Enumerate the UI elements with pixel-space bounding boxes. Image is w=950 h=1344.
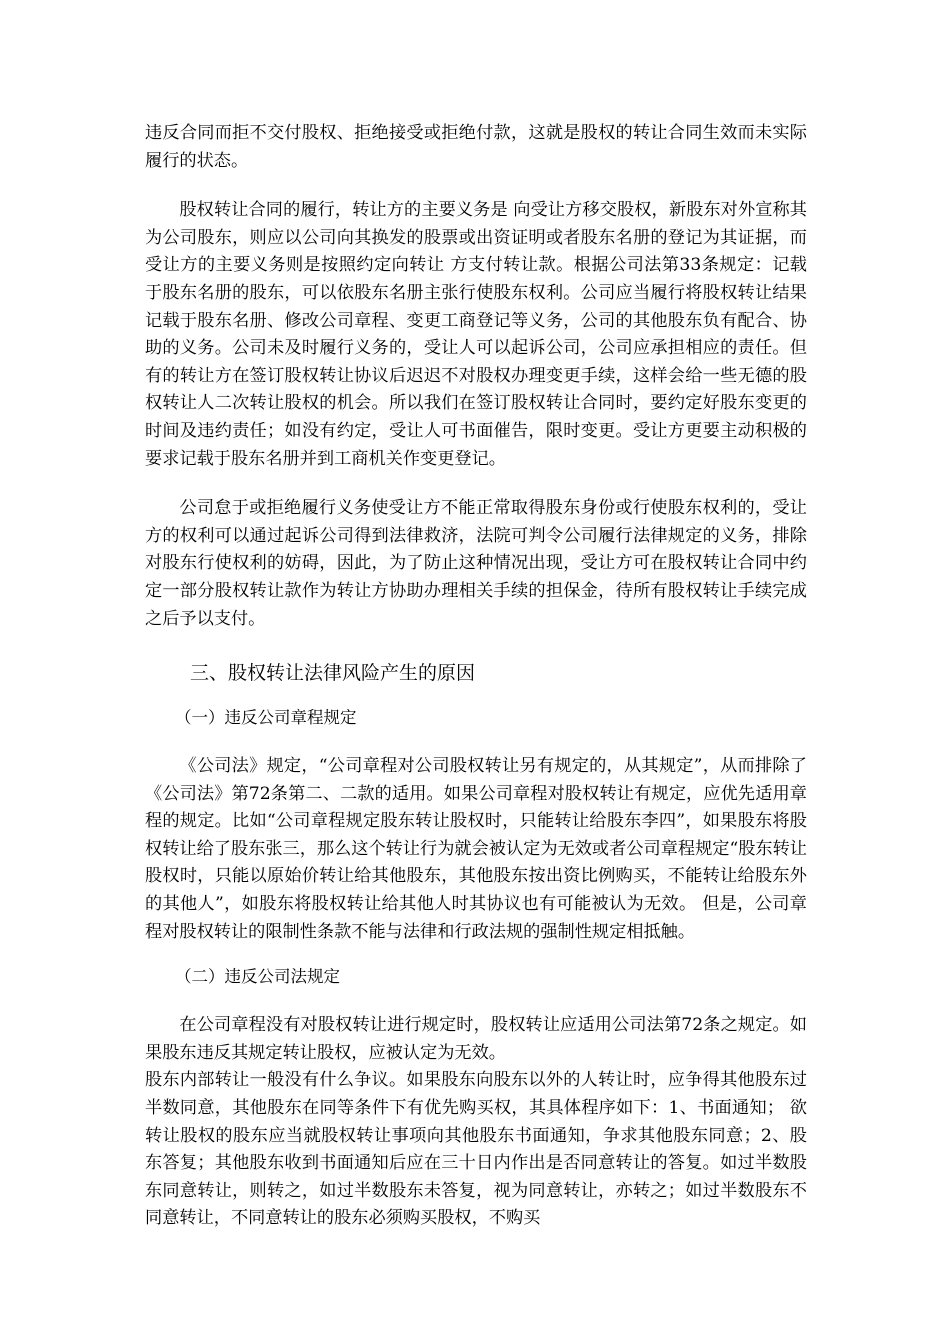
subheading-company-law-violation: （二）违反公司法规定	[175, 967, 340, 987]
section-heading-risk-causes: 三、股权转让法律风险产生的原因	[190, 662, 476, 685]
subheading-articles-violation: （一）违反公司章程规定	[175, 708, 357, 728]
paragraph-contract-breach: 违反合同而拒不交付股权、拒绝接受或拒绝付款，这就是股权的转让合同生效而未实际履行的状态。	[145, 123, 807, 171]
paragraph-company-obligation: 公司怠于或拒绝履行义务使受让方不能正常取得股东身份或行使股东权利的，受让方的权利可以通过起诉公司得到法律救济，法院可判令公司履行法律规定的义务，排除对股东行使权利的妨碍，因此，为了防止这种情况出现，受让方可在股权转让合同中约定一部分股权转让款作为转让方协助办理相关手续的担保金，待所有股权转让手续完成之后予以支付。	[145, 498, 807, 629]
paragraph-contract-performance: 股权转让合同的履行，转让方的主要义务是 向受让方移交股权，新股东对外宣称其为公司股东，则应以公司向其换发的股票或出资证明或者股东名册的登记为其证据，而受让方的主要义务则是按照约定向转让 方支付转让款。根据公司法第33条规定：记载于股东名册的股东，可以依股东名册主张行使股东权利。公司应当履行将股权转让结果记载于股东名册、修改公司章程、变更工商登记等义务，公司的其他股东负有配合、协助的义务。公司未及时履行义务的，受让人可以起诉公司，公司应承担相应的责任。但有的转让方在签订股权转让协议后迟迟不对股权办理变更手续，这样会给一些无德的股权转让人二次转让股权的机会。所以我们在签订股权转让合同时，要约定好股东变更的时间及违约责任；如没有约定，受让人可书面催告，限时变更。受让方更要主动积极的要求记载于股东名册并到工商机关作变更登记。	[145, 200, 807, 469]
paragraph-transfer-procedure: 股东内部转让一般没有什么争议。如果股东向股东以外的人转让时，应争得其他股东过半数同意，其他股东在同等条件下有优先购买权，其具体程序如下：1、书面通知； 欲转让股权的股东应当就股权转让事项向其他股东书面通知，争求其他股东同意；2、股东答复；其他股东收到书面通知后应在三十日内作出是否同意转让的答复。如过半数股东同意转让，则转之，如过半数股东未答复，视为同意转让，亦转之；如过半数股东不同意转让，不同意转让的股东必须购买股权，不购买	[145, 1070, 807, 1229]
document-page	[145, 120, 807, 1233]
paragraph-articles-rules: 《公司法》规定，“公司章程对公司股权转让另有规定的，从其规定”，从而排除了《公司法》第72条第二、二款的适用。如果公司章程对股权转让有规定，应优先适用章程的规定。比如“公司章程规定股东转让股权时，只能转让给股东李四”，如果股东将股权转让给了股东张三，那么这个转让行为就会被认定为无效或者公司章程规定“股东转让股权时，只能以原始价转让给其他股东，其他股东按出资比例购买，不能转让给股东外的其他人”，如股东将股权转让给其他人时其协议也有可能被认为无效。 但是，公司章程对股权转让的限制性条款不能与法律和行政法规的强制性规定相抵触。	[145, 756, 807, 942]
paragraph-article-72: 在公司章程没有对股权转让进行规定时，股权转让应适用公司法第72条之规定。如果股东违反其规定转让股权，应被认定为无效。	[145, 1015, 807, 1063]
